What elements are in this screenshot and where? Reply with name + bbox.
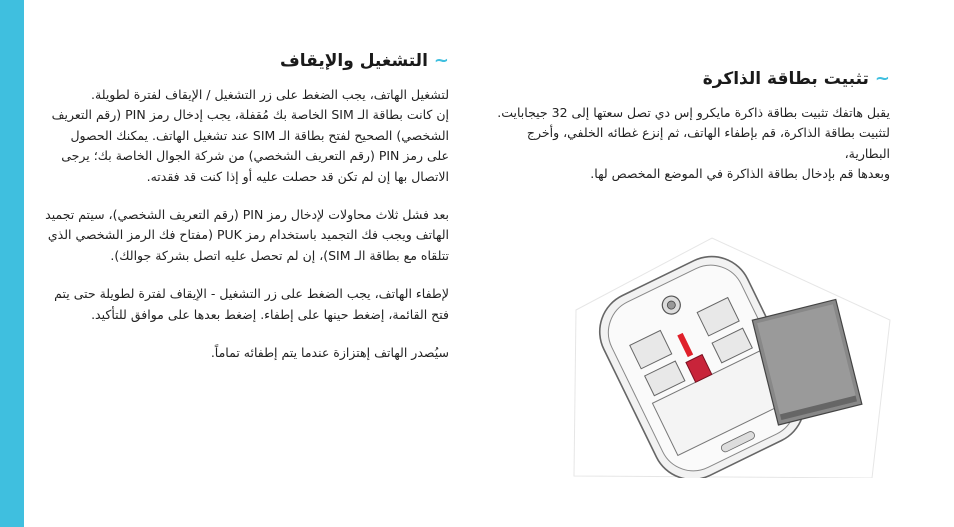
- phone-back-illustration: [572, 228, 892, 478]
- text-line: يقبل هاتفك تثبيت بطاقة ذاكرة مايكرو إس دي تصل سعتها إلى 32 جيجابايت.: [497, 105, 890, 120]
- text-line: إن كانت بطاقة الـ SIM الخاصة بك مُقفلة، يجب إدخال رمز PIN (رقم التعريف: [51, 107, 449, 123]
- memory-card-section: [484, 68, 890, 203]
- memory-card-heading: [484, 68, 890, 89]
- text-line: وبعدها قم بإدخال بطاقة الذاكرة في الموضع المخصص لها.: [590, 166, 890, 182]
- pin-paragraph: [44, 205, 449, 266]
- heading-tilde: ~: [874, 68, 890, 89]
- text-line: الاتصال بها إن لم تكن قد حصلت عليه أو إذا كنت قد فقدته.: [146, 168, 449, 184]
- power-section-heading: [44, 50, 449, 71]
- text-line: الهاتف ويجب فك التجميد باستخدام رمز PUK (مفتاح فك الرمز الشخصي الذي: [47, 227, 449, 243]
- text-line: على رمز PIN (رقم التعريف الشخصي) من شركة الجوال الخاصة بك؛ يرجى: [61, 148, 449, 164]
- text-line: فتح القائمة، إضغط حينها على إطفاء. إضغط بعدها على موافق للتأكيد.: [91, 306, 449, 322]
- text-line: لإطفاء الهاتف، يجب الضغط على زر التشغيل - الإيقاف لفترة لطويلة حتى يتم: [54, 286, 449, 302]
- vibration-paragraph: [44, 343, 449, 363]
- memory-card-paragraph: [484, 103, 890, 185]
- text-line: بعد فشل ثلاث محاولات لإدخال رمز PIN (رقم التعريف الشخصي)، سيتم تجميد: [45, 207, 449, 223]
- text-line: الشخصي) الصحيح لفتح بطاقة الـ SIM عند تشغيل الهاتف. يمكنك الحصول: [70, 127, 449, 143]
- text-line: سيُصدر الهاتف إهتزازة عندما يتم إطفائه تماماً.: [210, 345, 449, 361]
- power-paragraph: [44, 85, 449, 187]
- memory-heading-text: تثبيت بطاقة الذاكرة: [702, 68, 869, 89]
- text-line: لتثبيت بطاقة الذاكرة، قم بإطفاء الهاتف، ثم إنزع غطائه الخلفي، وأخرج البطارية،: [526, 125, 890, 161]
- power-heading-text: التشغيل والإيقاف: [280, 50, 428, 71]
- heading-tilde: ~: [433, 50, 449, 71]
- power-section: [44, 50, 449, 381]
- side-accent-bar: [0, 0, 24, 527]
- text-line: تتلقاه مع بطاقة الـ SIM)، إن لم تحصل عليه اتصل بشركة جوالك).: [110, 247, 449, 263]
- shutdown-paragraph: [44, 284, 449, 325]
- text-line: لتشغيل الهاتف، يجب الضغط على زر التشغيل / الإيقاف لفترة لطويلة.: [91, 87, 449, 102]
